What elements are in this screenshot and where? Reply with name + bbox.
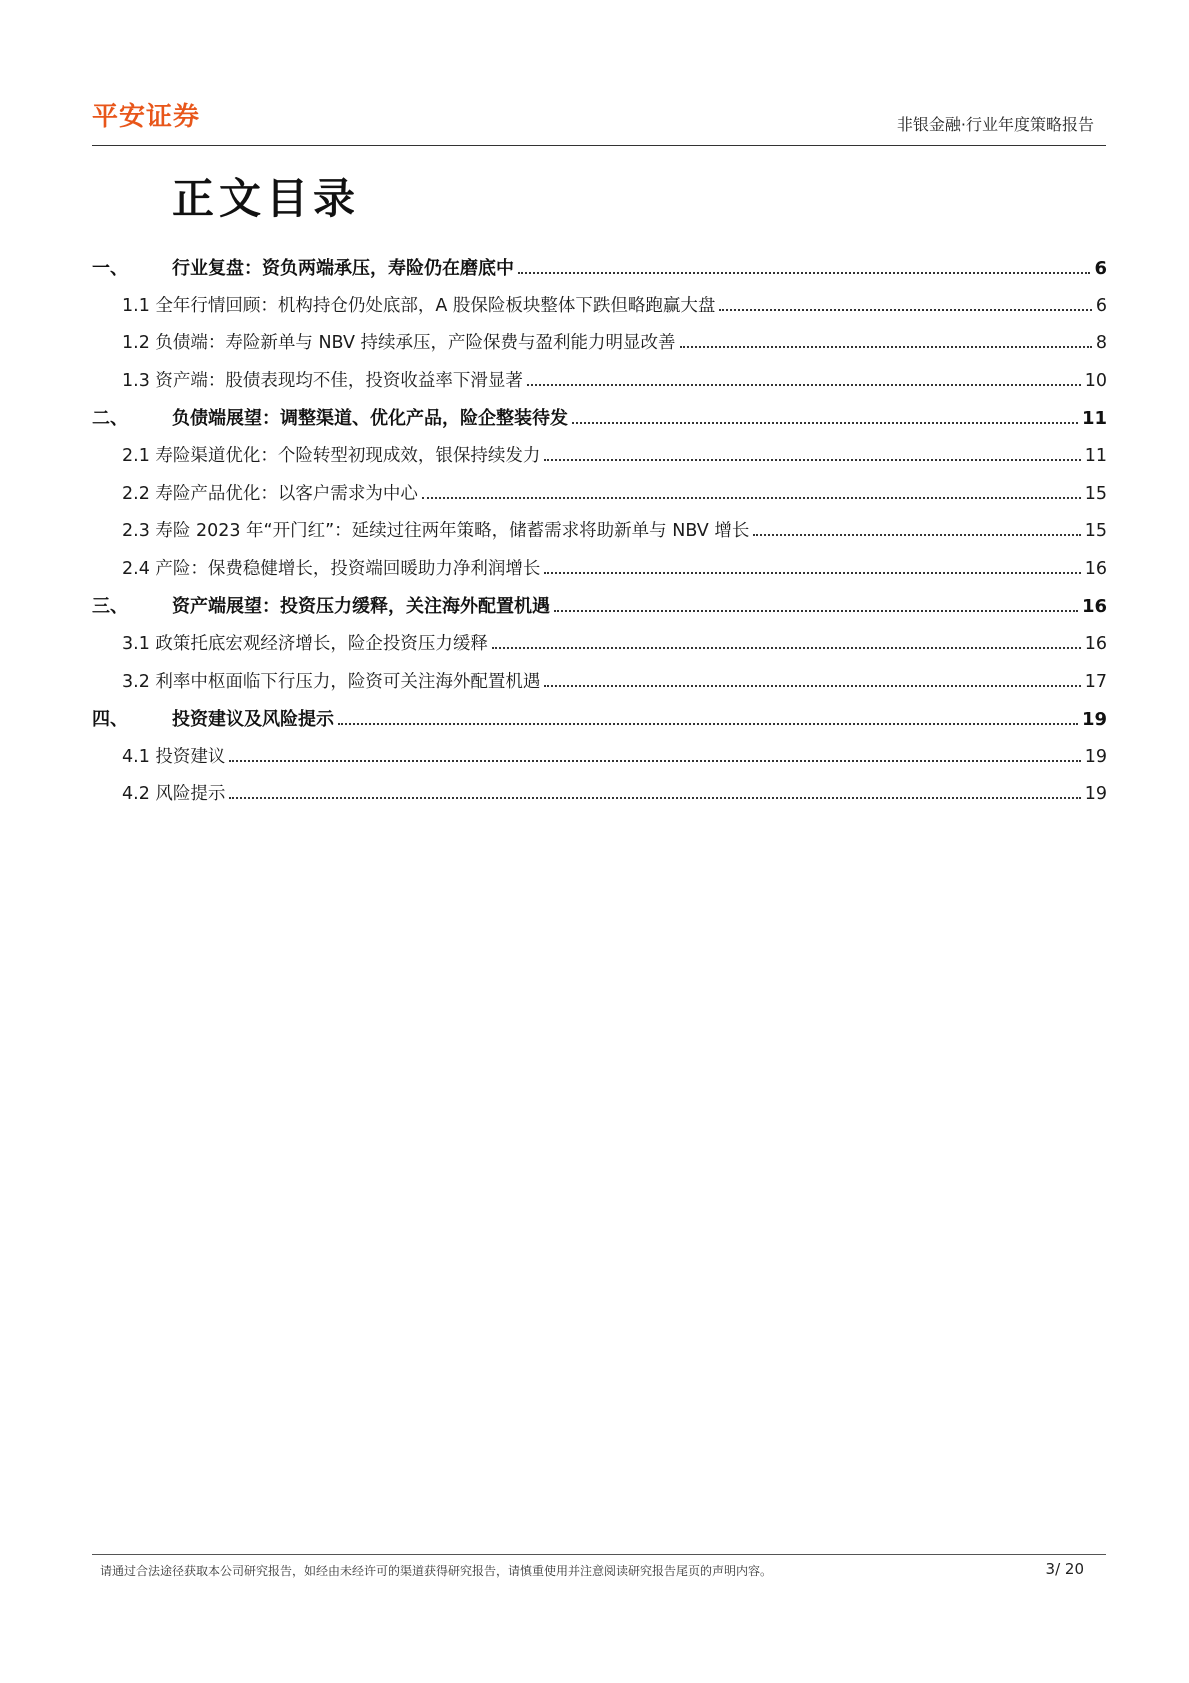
toc-entry[interactable] bbox=[92, 701, 1107, 739]
toc-entry-title: 1.2 负债端：寿险新单与 NBV 持续承压，产险保费与盈利能力明显改善 bbox=[122, 333, 676, 354]
toc-entry-title: 2.4 产险：保费稳健增长，投资端回暖助力净利润增长 bbox=[122, 558, 541, 579]
toc-entry[interactable] bbox=[92, 400, 1107, 438]
toc-leader-dots bbox=[492, 647, 1081, 649]
toc-leader-dots bbox=[572, 422, 1078, 424]
toc-page-number: 15 bbox=[1084, 521, 1107, 542]
toc-entry[interactable] bbox=[92, 325, 1107, 363]
toc-entry-title: 负债端展望：调整渠道、优化产品，险企整装待发 bbox=[172, 408, 568, 430]
toc-section-number: 一、 bbox=[92, 258, 128, 279]
toc-entry-title: 1.1 全年行情回顾：机构持仓仍处底部，A 股保险板块整体下跌但略跑赢大盘 bbox=[122, 295, 716, 316]
toc-page-number: 17 bbox=[1084, 671, 1107, 692]
toc-leader-dots bbox=[229, 797, 1080, 799]
toc-entry[interactable] bbox=[92, 288, 1107, 326]
toc-entry-title: 投资建议及风险提示 bbox=[172, 709, 334, 731]
report-type: 非银金融·行业年度策略报告 bbox=[896, 115, 1094, 134]
toc-page-number: 16 bbox=[1084, 558, 1107, 579]
toc-leader-dots bbox=[544, 685, 1080, 687]
page-number: 3/ 20 bbox=[1045, 1560, 1084, 1578]
toc-entry-title: 2.1 寿险渠道优化：个险转型初现成效，银保持续发力 bbox=[122, 445, 541, 466]
toc-page-number: 16 bbox=[1081, 596, 1107, 618]
toc-entry[interactable] bbox=[92, 551, 1107, 589]
toc-leader-dots bbox=[680, 346, 1092, 348]
toc-leader-dots bbox=[338, 723, 1078, 725]
toc-section-number: 四、 bbox=[92, 709, 128, 731]
toc-entry[interactable] bbox=[92, 776, 1107, 814]
toc-page-number: 19 bbox=[1084, 746, 1107, 767]
page-title: 正文目录 bbox=[172, 174, 361, 223]
toc-section-number: 二、 bbox=[92, 408, 128, 430]
table-of-contents bbox=[92, 250, 1107, 814]
toc-entry[interactable] bbox=[92, 250, 1107, 288]
toc-entry-title: 2.3 寿险 2023 年“开门红”：延续过往两年策略，储蓄需求将助新单与 NBV 增长 bbox=[122, 521, 750, 542]
toc-page-number: 19 bbox=[1084, 784, 1107, 805]
toc-entry-title: 4.2 风险提示 bbox=[122, 784, 226, 805]
toc-entry-title: 1.3 资产端：股债表现均不佳，投资收益率下滑显著 bbox=[122, 370, 523, 391]
toc-entry-title: 行业复盘：资负两端承压，寿险仍在磨底中 bbox=[172, 258, 514, 279]
toc-entry[interactable] bbox=[92, 476, 1107, 514]
toc-leader-dots bbox=[518, 272, 1090, 274]
toc-leader-dots bbox=[544, 459, 1080, 461]
toc-entry[interactable] bbox=[92, 363, 1107, 401]
toc-entry-title: 3.1 政策托底宏观经济增长，险企投资压力缓释 bbox=[122, 633, 488, 654]
toc-page-number: 16 bbox=[1084, 633, 1107, 654]
toc-page-number: 11 bbox=[1084, 445, 1107, 466]
toc-leader-dots bbox=[554, 610, 1078, 612]
toc-entry-title: 3.2 利率中枢面临下行压力，险资可关注海外配置机遇 bbox=[122, 671, 541, 692]
toc-entry[interactable] bbox=[92, 664, 1107, 702]
toc-page-number: 10 bbox=[1084, 370, 1107, 391]
toc-entry-title: 资产端展望：投资压力缓释，关注海外配置机遇 bbox=[172, 596, 550, 618]
toc-leader-dots bbox=[422, 497, 1081, 499]
toc-entry[interactable] bbox=[92, 588, 1107, 626]
toc-page-number: 19 bbox=[1081, 709, 1107, 731]
toc-entry-title: 2.2 寿险产品优化：以客户需求为中心 bbox=[122, 483, 418, 504]
toc-entry[interactable] bbox=[92, 513, 1107, 551]
toc-entry[interactable] bbox=[92, 626, 1107, 664]
footer-disclaimer: 请通过合法途径获取本公司研究报告，如经由未经许可的渠道获得研究报告，请慎重使用并注意阅读研究报告尾页的声明内容。 bbox=[100, 1564, 773, 1578]
toc-leader-dots bbox=[544, 572, 1080, 574]
brand-logo: 平安证券 bbox=[92, 102, 201, 132]
toc-entry[interactable] bbox=[92, 438, 1107, 476]
toc-leader-dots bbox=[229, 760, 1080, 762]
header-divider bbox=[92, 145, 1106, 146]
toc-page-number: 15 bbox=[1084, 483, 1107, 504]
toc-entry-title: 4.1 投资建议 bbox=[122, 746, 226, 767]
toc-page-number: 11 bbox=[1081, 408, 1107, 430]
toc-leader-dots bbox=[753, 534, 1080, 536]
toc-page-number: 6 bbox=[1094, 258, 1107, 279]
toc-page-number: 6 bbox=[1095, 295, 1107, 316]
toc-leader-dots bbox=[719, 309, 1091, 311]
toc-page-number: 8 bbox=[1095, 333, 1107, 354]
toc-entry[interactable] bbox=[92, 739, 1107, 777]
footer-divider bbox=[92, 1554, 1106, 1555]
toc-section-number: 三、 bbox=[92, 596, 128, 618]
toc-leader-dots bbox=[527, 384, 1081, 386]
